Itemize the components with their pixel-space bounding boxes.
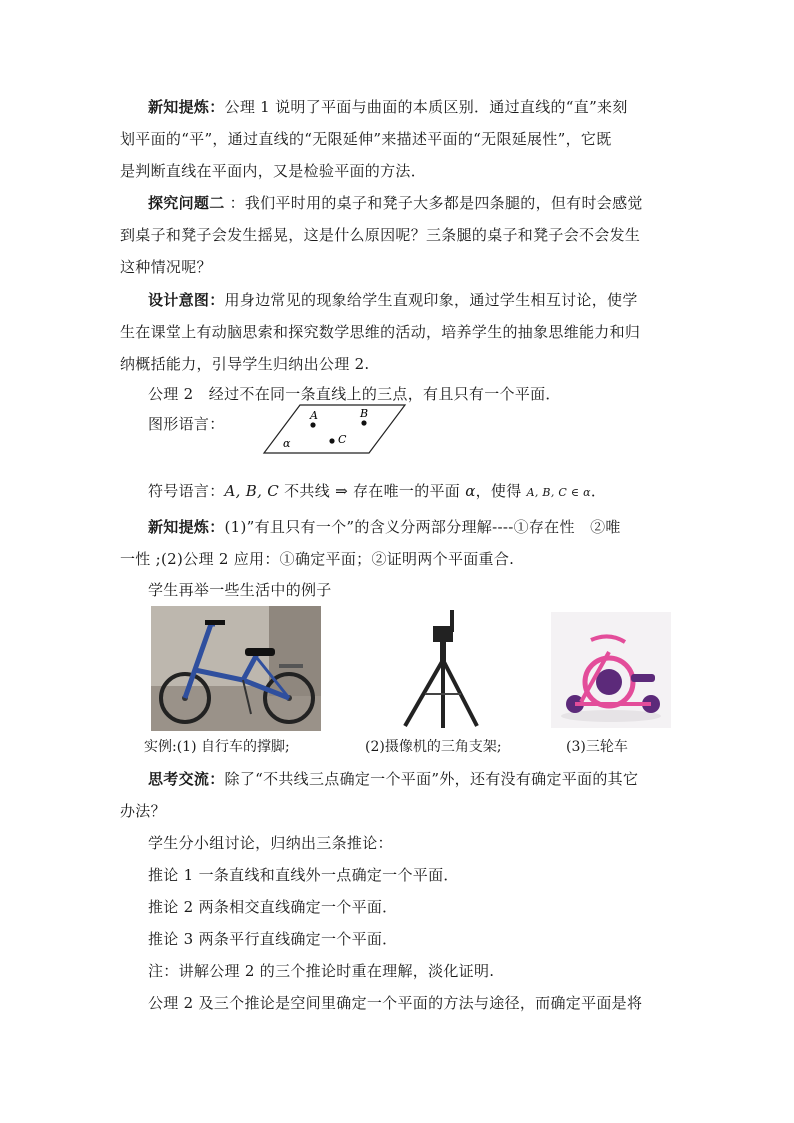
paragraph-1-line-2: 划平面的“平”，通过直线的“无限延伸”来描述平面的“无限延展性”，它既 <box>120 130 612 148</box>
paragraph-1-line-3: 是判断直线在平面内，又是检验平面的方法． <box>120 162 427 180</box>
point-a-label: A <box>310 409 318 422</box>
paragraph-2-line-1 <box>148 193 643 213</box>
corollary-1: 推论 1 一条直线和直线外一点确定一个平面． <box>148 866 459 884</box>
paragraph-1-text-1: 公理 1 说明了平面与曲面的本质区别．通过直线的“直”来刻 <box>224 98 628 116</box>
point-b-label: B <box>360 407 369 420</box>
point-a-dot <box>310 422 315 427</box>
symbolic-language-label: 符号语言： <box>148 482 225 500</box>
paragraph-4-line-2: 一性 ;(2)公理 2 应用：①确定平面；②证明两个平面重合. <box>120 550 515 568</box>
graphic-language-label: 图形语言： <box>148 415 225 433</box>
axiom-2-statement: 公理 2 经过不在同一条直线上的三点，有且只有一个平面． <box>148 385 561 403</box>
symbol-text-1: 不共线 ⇒ 存在唯一的平面 <box>279 482 466 500</box>
symbol-alpha: α <box>465 482 476 500</box>
paragraph-2-line-3: 这种情况呢？ <box>120 258 212 276</box>
corollary-2: 推论 2 两条相交直线确定一个平面． <box>148 898 398 916</box>
paragraph-2-label: 探究问题二 <box>148 194 225 212</box>
paragraph-1-label: 新知提炼： <box>148 98 225 116</box>
discussion-line: 学生分小组讨论，归纳出三条推论： <box>148 834 393 852</box>
paragraph-5-label: 思考交流： <box>148 770 225 788</box>
paragraph-1-line-1 <box>148 97 628 117</box>
tricycle-illustration <box>551 612 671 728</box>
caption-bicycle: 实例:(1) 自行车的撑脚; <box>144 739 290 755</box>
paragraph-4-text-1: (1)”有且只有一个”的含义分两部分理解----①存在性 ②唯 <box>224 518 621 536</box>
paragraph-3-line-2: 生在课堂上有动脑思索和探究数学思维的活动，培养学生的抽象思维能力和归 <box>120 323 641 341</box>
paragraph-5-line-1 <box>148 769 638 789</box>
paragraph-2-line-2: 到桌子和凳子会发生摇晃，这是什么原因呢？三条腿的桌子和凳子会不会发生 <box>120 226 641 244</box>
tricycle-photo <box>551 612 671 728</box>
paragraph-4-label: 新知提炼： <box>148 518 225 536</box>
bicycle-illustration <box>151 606 321 731</box>
paragraph-2-text-1: ：我们平时用的桌子和凳子大多都是四条腿的，但有时会感觉 <box>224 194 643 212</box>
tripod-photo <box>383 606 493 731</box>
paragraph-5-line-2: 办法？ <box>120 802 166 820</box>
paragraph-3-line-3: 纳概括能力，引导学生归纳出公理 2. <box>120 355 370 373</box>
point-b-dot <box>361 420 366 425</box>
corollary-3: 推论 3 两条平行直线确定一个平面． <box>148 930 398 948</box>
final-line: 公理 2 及三个推论是空间里确定一个平面的方法与途径，而确定平面是将 <box>148 994 643 1012</box>
symbol-end: ． <box>590 482 607 500</box>
paragraph-3-label: 设计意图： <box>148 291 225 309</box>
plane-figure <box>262 403 408 455</box>
point-c-dot <box>329 438 334 443</box>
bicycle-photo <box>151 606 321 731</box>
symbol-points: A, B, C <box>224 482 280 500</box>
caption-tripod: (2)摄像机的三角支架; <box>365 739 502 755</box>
note-line: 注：讲解公理 2 的三个推论时重在理解，淡化证明. <box>148 962 495 980</box>
tripod-illustration <box>383 606 493 731</box>
paragraph-4-line-1 <box>148 517 621 537</box>
examples-intro: 学生再举一些生活中的例子 <box>148 581 332 599</box>
symbol-text-2: ，使得 <box>475 482 527 500</box>
point-c-label: C <box>338 433 347 446</box>
paragraph-5-text-1: 除了“不共线三点确定一个平面”外，还有没有确定平面的其它 <box>224 770 639 788</box>
symbolic-language-line <box>148 481 606 503</box>
plane-alpha-label: α <box>283 437 291 450</box>
paragraph-3-text-1: 用身边常见的现象给学生直观印象，通过学生相互讨论，使学 <box>224 291 638 309</box>
caption-tricycle: (3)三轮车 <box>566 739 628 755</box>
paragraph-3-line-1 <box>148 290 638 310</box>
symbol-condition: A, B, C ∈ α <box>526 486 591 499</box>
